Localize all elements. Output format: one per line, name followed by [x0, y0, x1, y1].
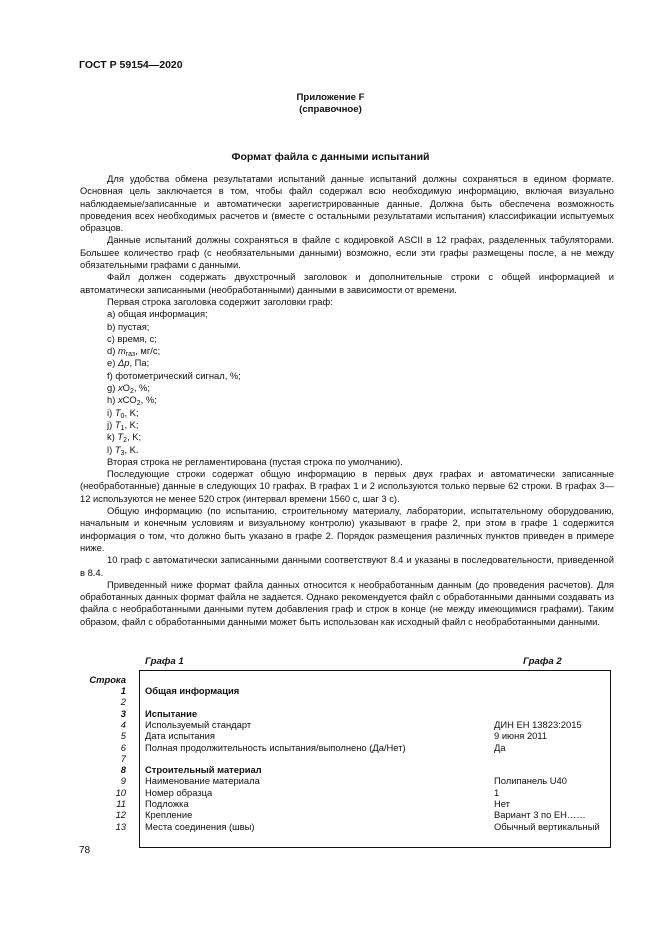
table-row — [80, 787, 620, 798]
row-number: 3 — [120, 707, 126, 719]
cell-value: Нет — [494, 798, 510, 809]
cell-description: Общая информация — [145, 685, 240, 696]
list-item-l: l) $T_3$, K. — [107, 443, 139, 457]
table-row — [80, 730, 620, 741]
row-number: 1 — [120, 685, 126, 696]
paragraph-1: Для удобства обмена результатами испытаний данные испытаний должны сохраняться в едином формате. Основная цель заключается в том, чтобы файл содержал всю необходимую информацию, включая визуально наблюдаемые/записанные и автоматически зарегистрированные данные. Должна быть обеспечена возможность проведения всех необходимых расчетов и (вместе с остальными результатами испытания) классификации испытуемых образцов. — [80, 173, 614, 234]
paragraph-3: Файл должен содержать двухстрочный заголовок и дополнительные строки с общей информацией и автоматически записанными (необработанными) данными в зависимости от времени. — [80, 271, 614, 295]
column-header-grafa-2: Графа 2 — [523, 656, 562, 667]
page-number: 78 — [79, 845, 91, 856]
row-number: 4 — [120, 718, 126, 730]
list-item-j: j) $T_1$, K; — [107, 418, 139, 432]
cell-description: Испытание — [145, 707, 198, 719]
row-number: 6 — [120, 741, 126, 753]
cell-value: Вариант 3 по ЕН…… — [494, 809, 586, 821]
table-row — [80, 809, 620, 820]
table-row — [80, 719, 620, 730]
paragraph-7: Общую информацию (по испытанию, строительному материалу, лаборатории, испытательному оборудованию, начальным и конечным условиям и визуальному контролю) указывают в графе 2, при этом в графе 1 содержится информация о том, что должно быть указано в графе 2. Порядок размещения различных пунктов приведен в примере ниже. — [80, 505, 614, 553]
appendix-title: Приложение F — [296, 92, 365, 103]
cell-description: Места соединения (швы) — [145, 820, 255, 832]
paragraph-2: Данные испытаний должны сохраняться в файле с кодировкой ASCII в 12 графах, разделенных табуляторами. Большее количество граф (с необязательными данными) возможно, если эти графы размещены после, а не между обязательными графами с данными. — [80, 234, 614, 271]
table-row — [80, 753, 620, 764]
cell-value: 1 — [494, 786, 500, 798]
list-item-i: i) $T_0$, K; — [107, 406, 139, 420]
standard-header: ГОСТ Р 59154—2020 — [79, 59, 183, 71]
cell-value: ДИН ЕН 13823:2015 — [494, 718, 582, 730]
cell-value: Да — [494, 741, 506, 753]
list-item-c: c) время, с; — [107, 332, 157, 344]
paragraph-9: Приведенный ниже формат файла данных относится к необработанным данным (до проведения расчетов). Для обработанных данных формат файла не задается. Однако рекомендуется файл с обработанными данными создавать из файла с необработанными данными путем добавления граф и строк в конце (не между имеющимися графами). Таким образом, файл с обработанными данными может быть использован как исходный файл с необработанными данными. — [80, 578, 614, 627]
section-title: Формат файла с данными испытаний — [231, 151, 430, 163]
appendix-subtitle: (справочное) — [299, 104, 362, 115]
row-number: 11 — [116, 798, 126, 809]
list-item-k: k) $T_2$, K; — [107, 431, 142, 445]
paragraph-8: 10 граф с автоматически записанными данными соответствуют 8.4 и указаны в последовательности, приведенной в 8.4. — [80, 554, 614, 578]
cell-description: Подложка — [145, 798, 189, 809]
list-item-e: e) Δp, Па; — [107, 357, 150, 369]
list-item-f: f) фотометрический сигнал, %; — [107, 369, 241, 381]
row-label-header: Строка — [89, 674, 126, 685]
body-text — [80, 173, 614, 628]
cell-description: Строительный материал — [145, 764, 262, 776]
cell-value: Полипанель U40 — [494, 775, 567, 787]
cell-value: Обычный вертикальный — [494, 820, 600, 832]
list-item-a: a) общая информация; — [107, 308, 208, 320]
paragraph-4: Первая строка заголовка содержит заголовки граф: — [107, 295, 333, 307]
row-number: 8 — [120, 764, 126, 776]
list-item-h: h) xCO$_2$, %; — [107, 394, 157, 408]
paragraph-6: Последующие строки содержат общую информацию в первых двух графах и автоматически записанные (необработанные) данные в следующих 10 графах. В графах 1 и 2 используются только первые 62 строки. В графах 3—12 используются не менее 520 строк (интервал времени 1560 с, шаг 3 с). — [80, 468, 614, 504]
row-number: 13 — [115, 820, 126, 832]
cell-description: Используемый стандарт — [145, 718, 252, 730]
table-row — [80, 696, 620, 707]
list-item-g: g) $xO_2$, %; — [107, 382, 150, 396]
row-number: 9 — [120, 775, 126, 787]
cell-description: Номер образца — [145, 786, 213, 798]
table-row — [80, 708, 620, 719]
table-row — [80, 742, 620, 753]
list-item-d: d) $m_{газ}$, мг/с; — [107, 345, 161, 359]
table-row — [80, 798, 620, 809]
table-row — [80, 685, 620, 696]
column-header-grafa-1: Графа 1 — [145, 656, 184, 667]
row-number: 12 — [115, 809, 126, 821]
row-number: 5 — [120, 730, 126, 742]
cell-description: Полная продолжительность испытания/выполнено (Да/Нет) — [145, 741, 406, 753]
cell-description: Наименование материала — [145, 775, 260, 787]
cell-description: Крепление — [145, 809, 193, 821]
table-row — [80, 775, 620, 786]
cell-value: 9 июня 2011 — [494, 730, 548, 742]
row-number: 2 — [120, 696, 126, 708]
list-item-b: b) пустая; — [107, 320, 150, 332]
row-number: 7 — [120, 752, 126, 764]
table-row — [80, 821, 620, 832]
row-number: 10 — [115, 786, 126, 798]
paragraph-5: Вторая строка не регламентирована (пустая строка по умолчанию). — [107, 455, 403, 467]
cell-description: Дата испытания — [145, 730, 215, 742]
table-row — [80, 764, 620, 775]
